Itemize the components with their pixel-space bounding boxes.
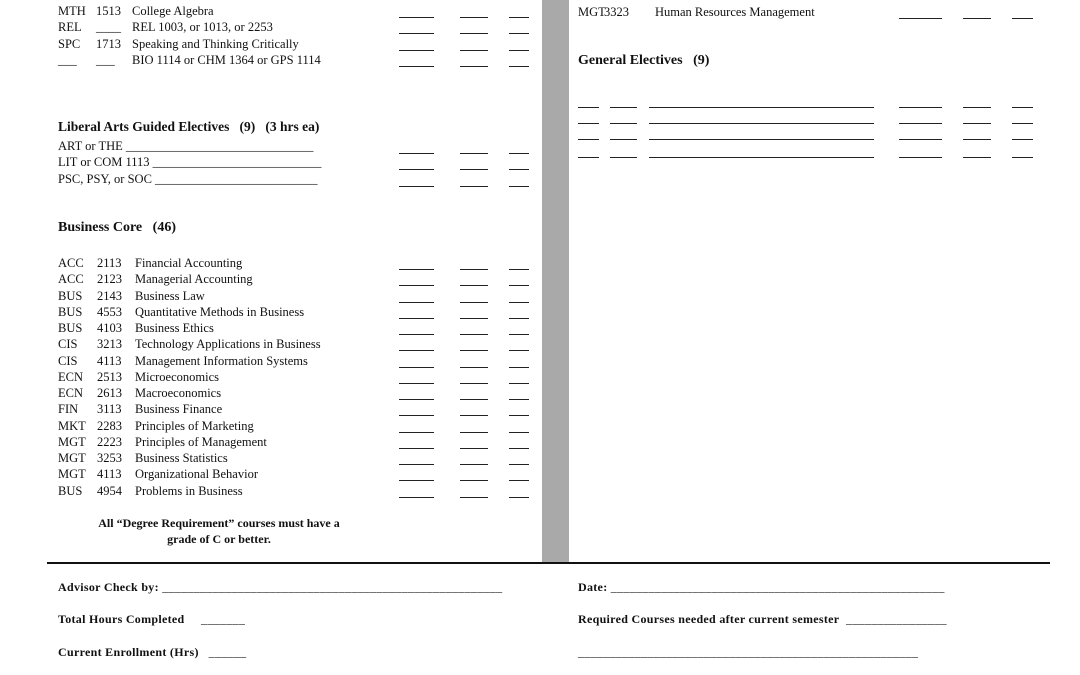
grade-blank[interactable]: [899, 95, 942, 108]
business-core-hours: (46): [152, 220, 176, 235]
course-code: ACC: [58, 272, 84, 287]
course-row: [0, 483, 1080, 499]
course-row: [0, 434, 1080, 450]
grade-blank[interactable]: [399, 257, 434, 270]
course-num: 4113: [97, 353, 122, 368]
grade-blank[interactable]: [399, 141, 434, 154]
course-title-blank[interactable]: [649, 145, 874, 158]
required-courses-label: Required Courses needed after current semester: [578, 612, 840, 626]
grade-blank[interactable]: [399, 387, 434, 400]
course-num: ___: [96, 53, 115, 67]
semester-blank[interactable]: [460, 54, 488, 67]
course-row: [0, 304, 1080, 320]
semester-blank[interactable]: [963, 95, 991, 108]
course-code: ___: [58, 53, 77, 67]
extra-blank-row: [578, 645, 918, 660]
advisor-check-label: Advisor Check by:: [58, 580, 159, 594]
liberal-arts-heading: [58, 119, 319, 135]
footer-separator-line: [47, 562, 1050, 564]
credit-blank[interactable]: [509, 452, 529, 465]
advisor-check-row: [58, 580, 502, 595]
course-num: 3213: [97, 337, 122, 352]
grade-blank[interactable]: [399, 174, 434, 187]
course-title: Business Statistics: [135, 451, 228, 465]
course-code: BUS: [58, 288, 83, 303]
credit-blank[interactable]: [509, 485, 529, 498]
grade-blank[interactable]: [399, 485, 434, 498]
course-row: [0, 19, 1080, 35]
course-title: Business Ethics: [135, 321, 214, 335]
course-row: [0, 320, 1080, 336]
course-code: MGT: [58, 451, 86, 465]
business-core-heading: [58, 220, 176, 236]
credit-blank[interactable]: [509, 174, 529, 187]
credit-blank[interactable]: [1012, 127, 1033, 140]
total-hours-field[interactable]: _______: [201, 612, 246, 626]
course-code: REL: [58, 20, 82, 34]
course-num: 4553: [97, 304, 122, 319]
grade-blank[interactable]: [399, 273, 434, 286]
grade-blank[interactable]: [399, 157, 434, 170]
grade-blank[interactable]: [399, 322, 434, 335]
course-code: BUS: [58, 321, 83, 335]
course-row: [0, 288, 1080, 304]
course-num: 2613: [97, 386, 122, 400]
general-electives-title: General Electives: [578, 53, 683, 68]
course-title: Problems in Business: [135, 483, 243, 498]
credit-blank[interactable]: [509, 141, 529, 154]
course-title: College Algebra: [132, 4, 214, 18]
liberal-arts-item[interactable]: ART or THE ______________________________: [58, 139, 314, 153]
semester-blank[interactable]: [963, 6, 991, 19]
course-title: Principles of Marketing: [135, 418, 254, 433]
course-title: REL 1003, or 1013, or 2253: [132, 20, 273, 34]
course-title-blank[interactable]: [649, 127, 874, 140]
course-num: 2143: [97, 288, 122, 303]
course-title-blank[interactable]: [649, 95, 874, 108]
grade-blank[interactable]: [399, 436, 434, 449]
course-title-blank[interactable]: [649, 111, 874, 124]
course-code: ACC: [58, 256, 84, 270]
course-row: [0, 450, 1080, 466]
grade-blank[interactable]: [399, 355, 434, 368]
grade-blank[interactable]: [399, 371, 434, 384]
liberal-arts-hours: (9): [239, 119, 256, 134]
credit-blank[interactable]: [509, 338, 529, 351]
credit-blank[interactable]: [509, 468, 529, 481]
semester-blank[interactable]: [460, 468, 488, 481]
number-blank[interactable]: [610, 111, 637, 124]
credit-blank[interactable]: [509, 21, 529, 34]
credit-blank[interactable]: [509, 403, 529, 416]
current-enrollment-label: Current Enrollment (Hrs): [58, 645, 199, 659]
credit-blank[interactable]: [509, 157, 529, 170]
dept-blank[interactable]: [578, 127, 599, 140]
course-title: Management Information Systems: [135, 353, 308, 368]
semester-blank[interactable]: [963, 127, 991, 140]
date-row: [578, 580, 945, 595]
grade-blank[interactable]: [899, 111, 942, 124]
semester-blank[interactable]: [460, 420, 488, 433]
course-num: 3253: [97, 451, 122, 465]
semester-blank[interactable]: [460, 436, 488, 449]
course-row: [0, 52, 1080, 68]
course-title: Macroeconomics: [135, 386, 222, 400]
credit-blank[interactable]: [509, 257, 529, 270]
credit-blank[interactable]: [509, 54, 529, 67]
course-title: Managerial Accounting: [135, 272, 253, 287]
course-row: [0, 369, 1080, 385]
grade-note-line-1: All “Degree Requirement” courses must have a: [98, 516, 340, 530]
required-courses-row: [578, 612, 947, 627]
credit-blank[interactable]: [509, 38, 529, 51]
credit-blank[interactable]: [1012, 6, 1033, 19]
semester-blank[interactable]: [963, 145, 991, 158]
credit-blank[interactable]: [509, 355, 529, 368]
credit-blank[interactable]: [509, 306, 529, 319]
course-code: SPC: [58, 37, 81, 51]
course-code: MTH: [58, 4, 86, 18]
course-title: Principles of Management: [135, 434, 267, 449]
course-code: CIS: [58, 353, 78, 368]
credit-blank[interactable]: [509, 371, 529, 384]
semester-blank[interactable]: [460, 306, 488, 319]
semester-blank[interactable]: [460, 338, 488, 351]
number-blank[interactable]: [610, 127, 637, 140]
dept-blank[interactable]: [578, 145, 599, 158]
required-courses-field[interactable]: ________________: [846, 612, 947, 626]
course-num: 4113: [97, 467, 122, 482]
course-code: ECN: [58, 369, 83, 384]
course-code: BUS: [58, 304, 83, 319]
grade-blank[interactable]: [899, 145, 942, 158]
grade-blank[interactable]: [399, 420, 434, 433]
course-num: 2113: [97, 256, 122, 270]
grade-blank[interactable]: [399, 468, 434, 481]
course-code: MGT: [578, 5, 606, 19]
liberal-arts-item[interactable]: PSC, PSY, or SOC __________________________: [58, 172, 318, 186]
current-enrollment-field[interactable]: ______: [208, 645, 247, 659]
general-electives-heading: [578, 53, 709, 69]
credit-blank[interactable]: [1012, 95, 1033, 108]
grade-blank[interactable]: [399, 452, 434, 465]
course-title: Technology Applications in Business: [135, 337, 321, 352]
semester-blank[interactable]: [460, 257, 488, 270]
semester-blank[interactable]: [460, 21, 488, 34]
semester-blank[interactable]: [460, 322, 488, 335]
general-electives-hours: (9): [693, 53, 710, 68]
course-row: [0, 385, 1080, 401]
course-code: MKT: [58, 418, 86, 433]
course-num: 2123: [97, 272, 122, 287]
course-row: [0, 336, 1080, 352]
semester-blank[interactable]: [460, 403, 488, 416]
course-num: ____: [96, 20, 121, 34]
semester-blank[interactable]: [460, 452, 488, 465]
number-blank[interactable]: [610, 145, 637, 158]
course-num: 1513: [96, 4, 121, 18]
course-row: [0, 466, 1080, 482]
course-row: [0, 36, 1080, 52]
grade-blank[interactable]: [399, 338, 434, 351]
current-enrollment-row: [58, 645, 246, 660]
course-num: 3323: [604, 5, 629, 19]
semester-blank[interactable]: [460, 387, 488, 400]
course-row: [0, 271, 1080, 287]
course-title: Human Resources Management: [655, 5, 815, 19]
advisor-check-field[interactable]: ______________________________________________________: [162, 580, 503, 594]
dept-blank[interactable]: [578, 111, 599, 124]
credit-blank[interactable]: [1012, 145, 1033, 158]
extra-blank-field[interactable]: ______________________________________________________: [578, 645, 919, 659]
liberal-arts-title: Liberal Arts Guided Electives: [58, 119, 230, 134]
semester-blank[interactable]: [460, 371, 488, 384]
course-code: MGT: [58, 467, 86, 482]
course-title: BIO 1114 or CHM 1364 or GPS 1114: [132, 53, 321, 67]
credit-blank[interactable]: [509, 387, 529, 400]
course-title: Quantitative Methods in Business: [135, 304, 305, 319]
course-title: Business Finance: [135, 402, 223, 417]
semester-blank[interactable]: [460, 273, 488, 286]
total-hours-label: Total Hours Completed: [58, 612, 185, 626]
course-num: 4954: [97, 483, 122, 498]
course-title: Business Law: [135, 288, 205, 303]
course-row: [0, 353, 1080, 369]
business-core-title: Business Core: [58, 220, 143, 235]
course-title: Financial Accounting: [135, 256, 243, 270]
grade-blank[interactable]: [399, 403, 434, 416]
semester-blank[interactable]: [460, 141, 488, 154]
semester-blank[interactable]: [460, 174, 488, 187]
credit-blank[interactable]: [509, 420, 529, 433]
grade-blank[interactable]: [899, 6, 942, 19]
semester-blank[interactable]: [460, 290, 488, 303]
grade-note-line-2: grade of C or better.: [167, 532, 271, 546]
credit-blank[interactable]: [1012, 111, 1033, 124]
semester-blank[interactable]: [963, 111, 991, 124]
grade-blank[interactable]: [399, 306, 434, 319]
credit-blank[interactable]: [509, 436, 529, 449]
course-num: 2283: [97, 418, 122, 433]
course-title: Microeconomics: [135, 369, 220, 384]
total-hours-row: [58, 612, 245, 627]
course-code: MGT: [58, 434, 86, 449]
dept-blank[interactable]: [578, 95, 599, 108]
credit-blank[interactable]: [509, 290, 529, 303]
semester-blank[interactable]: [460, 38, 488, 51]
course-title: Organizational Behavior: [135, 467, 258, 482]
grade-blank[interactable]: [399, 21, 434, 34]
course-num: 2223: [97, 434, 122, 449]
semester-blank[interactable]: [460, 355, 488, 368]
credit-blank[interactable]: [509, 273, 529, 286]
semester-blank[interactable]: [460, 157, 488, 170]
course-title: Speaking and Thinking Critically: [132, 37, 299, 51]
course-num: 4103: [97, 321, 122, 335]
course-num: 2513: [97, 369, 122, 384]
course-row: [0, 401, 1080, 417]
course-row: [0, 418, 1080, 434]
grade-blank[interactable]: [399, 38, 434, 51]
course-code: ECN: [58, 386, 83, 400]
semester-blank[interactable]: [460, 485, 488, 498]
course-code: CIS: [58, 337, 78, 352]
grade-blank[interactable]: [399, 290, 434, 303]
course-code: BUS: [58, 483, 83, 498]
course-row: [0, 255, 1080, 271]
liberal-arts-note: (3 hrs ea): [265, 119, 320, 134]
course-num: 1713: [96, 37, 121, 51]
grade-requirement-note: [58, 515, 380, 547]
date-field[interactable]: _____________________________________________________: [610, 580, 945, 594]
course-code: FIN: [58, 402, 79, 417]
course-num: 3113: [97, 402, 122, 417]
grade-blank[interactable]: [399, 54, 434, 67]
date-label: Date:: [578, 580, 608, 594]
grade-blank[interactable]: [899, 127, 942, 140]
number-blank[interactable]: [610, 95, 637, 108]
credit-blank[interactable]: [509, 322, 529, 335]
liberal-arts-item[interactable]: LIT or COM 1113 ___________________________: [58, 155, 322, 169]
